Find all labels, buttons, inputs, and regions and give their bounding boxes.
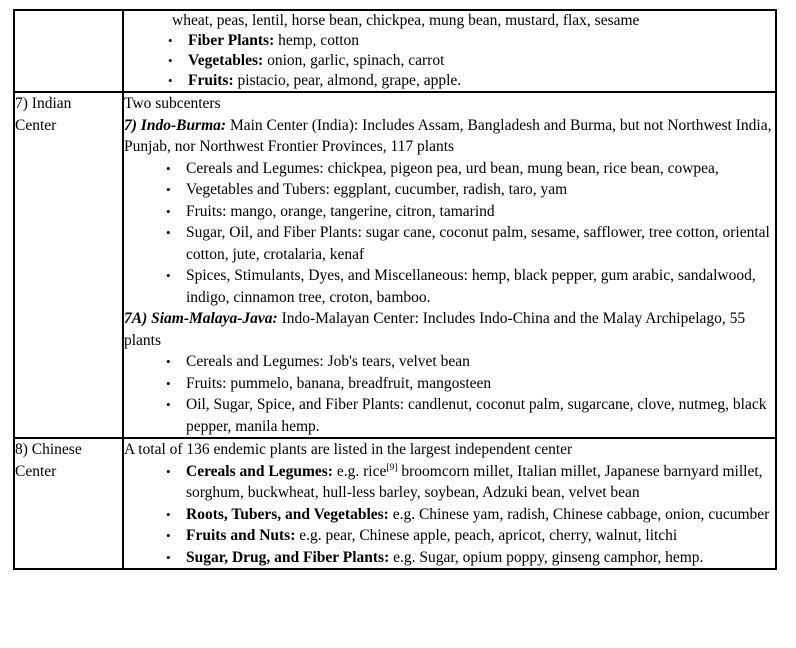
bullet-heading: Fruits and Nuts: — [186, 527, 296, 544]
list-item: • Oil, Sugar, Spice, and Fiber Plants: candlenut, coconut palm, sugarcane, clove, nutmeg, black pepper, manila hemp. — [124, 394, 775, 437]
bullet-heading: Fiber Plants: — [188, 32, 275, 49]
row1-bullet-list — [124, 31, 775, 91]
subsection-lead: Main Center (India): Includes Assam, Bangladesh and Burma, but not Northwest India, Punjab, nor Northwest Frontier Provinces, 117 plants — [124, 116, 772, 155]
center-contents-cell-indian — [123, 92, 776, 438]
center-label-cell-chinese — [14, 438, 123, 569]
bullet-text: broomcorn millet, Italian millet, Japanese barnyard millet, sorghum, buckwheat, hull-less barley, soybean, Adzuki bean, velvet bean — [186, 462, 763, 501]
center-label-cell-empty — [14, 10, 123, 92]
list-item: • Spices, Stimulants, Dyes, and Miscellaneous: hemp, black pepper, gum arabic, sandalwood, indigo, cinnamon tree, croton, bamboo. — [124, 265, 775, 308]
center-contents-cell — [123, 10, 776, 92]
bullet-text: hemp, cotton — [274, 32, 360, 49]
center-label-line: Center — [15, 463, 57, 480]
list-item: • Fruits: pummelo, banana, breadfruit, mangosteen — [124, 373, 775, 395]
list-item: • Fruits: mango, orange, tangerine, citron, tamarind — [124, 201, 775, 223]
list-item: • Sugar, Oil, and Fiber Plants: sugar cane, coconut palm, sesame, safflower, tree cotton, oriental cotton, jute, crotalaria, kenaf — [124, 222, 775, 265]
list-item — [124, 51, 775, 71]
list-item — [124, 525, 775, 547]
bullet-text: e.g. pear, Chinese apple, peach, apricot, cherry, walnut, litchi — [295, 527, 678, 544]
subsection-heading-indo-burma — [124, 115, 775, 158]
list-item: • Cereals and Legumes: chickpea, pigeon pea, urd bean, mung bean, rice bean, cowpea, — [124, 158, 775, 180]
list-item — [124, 31, 775, 51]
citation-reference: [9] — [386, 461, 398, 473]
table-row — [14, 438, 776, 569]
bullet-heading: Vegetables: — [188, 52, 264, 69]
bullet-text: onion, garlic, spinach, carrot — [263, 52, 445, 69]
chinese-bullet-list — [124, 461, 775, 569]
center-contents-cell-chinese — [123, 438, 776, 569]
subsection-lead: Indo-Malayan Center: Includes Indo-China and the Malay Archipelago, 55 plants — [124, 310, 746, 349]
list-item — [124, 547, 775, 569]
table-row — [14, 10, 776, 92]
subsection-title: 7) Indo-Burma: — [124, 116, 227, 134]
list-item — [124, 461, 775, 504]
subsection-title: 7A) Siam-Malaya-Java: — [124, 310, 278, 327]
indo-burma-bullet-list — [124, 158, 775, 309]
list-item — [124, 71, 775, 91]
center-label-line: 7) Indian — [15, 95, 72, 112]
centers-of-origin-table — [13, 9, 777, 570]
siam-malaya-java-bullet-list — [124, 351, 775, 437]
center-label-cell-indian — [14, 92, 123, 438]
subsection-heading-siam-malaya-java — [124, 308, 775, 351]
bullet-heading: Roots, Tubers, and Vegetables: — [186, 505, 389, 523]
bullet-heading: Cereals and Legumes: — [186, 462, 333, 480]
bullet-heading: Fruits: — [188, 72, 234, 89]
bullet-text: e.g. Sugar, opium poppy, ginseng camphor, hemp. — [389, 548, 704, 566]
list-item: • Vegetables and Tubers: eggplant, cucumber, radish, taro, yam — [124, 179, 775, 201]
bullet-text: pistacio, pear, almond, grape, apple. — [233, 72, 462, 89]
row3-intro: A total of 136 endemic plants are listed in the largest independent center — [124, 441, 573, 458]
table-row — [14, 92, 776, 438]
center-label-line: 8) Chinese — [15, 441, 82, 458]
bullet-heading: Sugar, Drug, and Fiber Plants: — [186, 548, 390, 566]
list-item: • Cereals and Legumes: Job's tears, velvet bean — [124, 351, 775, 373]
row2-intro: Two subcenters — [124, 95, 221, 112]
row1-intro-line: wheat, peas, lentil, horse bean, chickpea, mung bean, mustard, flax, sesame — [172, 12, 640, 29]
list-item — [124, 504, 775, 526]
bullet-text: e.g. Chinese yam, radish, Chinese cabbage, onion, cucumber — [388, 505, 770, 523]
center-label-line: Center — [15, 117, 57, 134]
bullet-text: e.g. rice — [332, 462, 387, 480]
